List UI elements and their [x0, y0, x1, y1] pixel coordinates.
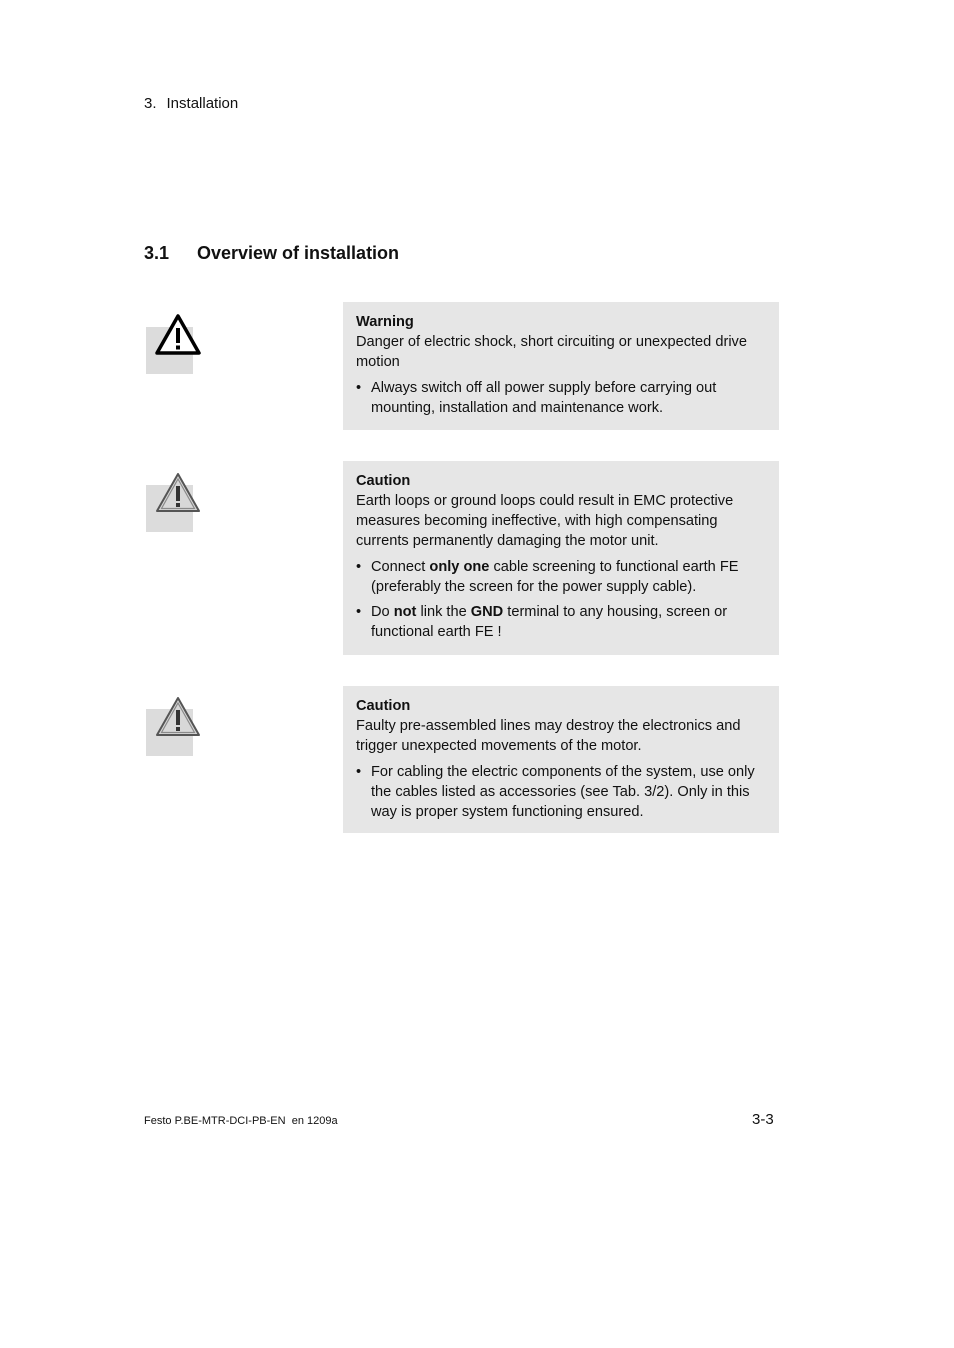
caution-notice-cabling [343, 686, 779, 833]
notice-title: Warning [356, 314, 414, 330]
caution-notice-emc [343, 461, 779, 655]
caution-triangle-icon [146, 471, 202, 527]
warning-triangle-icon [146, 313, 202, 369]
list-item: • For cabling the electric components of the system, use only the cables listed as accessories (see Tab. 3/2). Only in this way is proper system functioning ensured. [356, 762, 767, 822]
page-number: 3-3 [752, 1111, 774, 1128]
notice-bullets [356, 557, 767, 642]
notice-text: Danger of electric shock, short circuiting or unexpected drive motion [356, 334, 747, 370]
notice-title: Caution [356, 698, 411, 714]
section-heading [144, 243, 399, 264]
notice-bullets [356, 378, 767, 418]
footer-document-id: Festo P.BE-MTR-DCI-PB-EN en 1209a [144, 1115, 338, 1127]
list-item: • Connect only one cable screening to functional earth FE (preferably the screen for the power supply cable). [356, 557, 767, 597]
list-item: • Always switch off all power supply before carrying out mounting, installation and maintenance work. [356, 378, 767, 418]
notice-bullets [356, 762, 767, 822]
notice-text: Faulty pre-assembled lines may destroy the electronics and trigger unexpected movements of the motor. [356, 718, 741, 754]
warning-notice [343, 302, 779, 430]
caution-triangle-icon [146, 695, 202, 751]
section-number: 3.1 [144, 243, 170, 263]
list-item: • Do not link the GND terminal to any housing, screen or functional earth FE ! [356, 602, 767, 642]
running-header [144, 95, 238, 112]
notice-text: Earth loops or ground loops could result in EMC protective measures becoming ineffective, with high compensating currents permanently damaging the motor unit. [356, 493, 734, 549]
chapter-title: Installation [166, 95, 239, 112]
chapter-number: 3. [144, 95, 157, 112]
notice-title: Caution [356, 473, 411, 489]
section-title: Overview of installation [197, 243, 400, 263]
